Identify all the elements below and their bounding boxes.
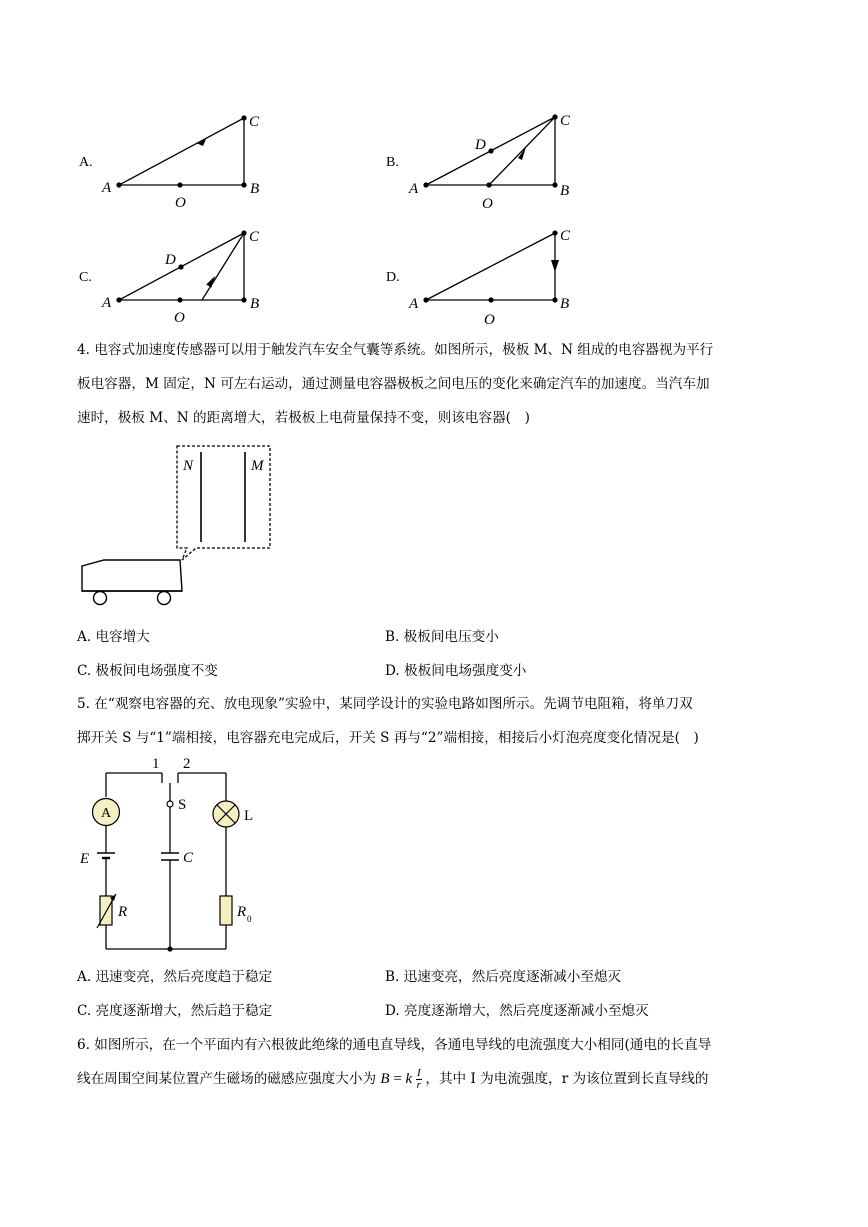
question-4-option-a[interactable]: A. 电容增大 (77, 629, 150, 645)
option-b-label: B. (386, 155, 399, 170)
question-5-option-c[interactable]: C. 亮度逐渐增大，然后趋于稳定 (77, 1003, 273, 1019)
point-a-label: A (409, 181, 419, 197)
point-a-label: A (409, 296, 419, 312)
point-c-label: C (249, 229, 260, 245)
question-6-line-2 (77, 1062, 791, 1096)
car-capacitor-figure (76, 440, 286, 610)
triangle-figure-b (407, 105, 582, 215)
question-5-option-b[interactable]: B. 迅速变亮，然后亮度逐渐减小至熄灭 (385, 969, 622, 985)
question-6-line-2-end: ，其中 I 为电流强度，r 为该位置到长直导线的 (425, 1071, 709, 1087)
question-4-option-c[interactable]: C. 极板间电场强度不变 (77, 663, 218, 679)
point-b-label: B (250, 181, 260, 197)
triangle-figure-a (100, 105, 275, 215)
formula-denominator: r (416, 1079, 421, 1092)
question-5-line-2: 掷开关 S 与“1”端相接，电容器充电完成后，开关 S 再与“2”端相接，相接后小灯泡亮度变化情况是( ) (77, 730, 699, 746)
option-c-label: C. (79, 270, 92, 285)
plate-m-label: M (251, 458, 264, 474)
question-6-line-1: 6. 如图所示，在一个平面内有六根彼此绝缘的通电直导线，各通电导线的电流强度大小相同(通电的长直导 (77, 1037, 712, 1053)
question-4-line-2: 板电容器，M 固定，N 可左右运动，通过测量电容器极板之间电压的变化来确定汽车的加速度。当汽车加 (77, 376, 710, 392)
formula-b: B (380, 1071, 390, 1087)
point-o-label: O (175, 195, 186, 211)
question-5-line-1: 5. 在“观察电容器的充、放电现象”实验中，某同学设计的实验电路如图所示。先调节电阻箱，将单刀双 (77, 696, 693, 712)
option-a-label: A. (79, 155, 93, 170)
question-4-line-1: 4. 电容式加速度传感器可以用于触发汽车安全气囊等系统。如图所示，极板 M、N 组成的电容器视为平行 (77, 342, 714, 358)
point-o-label: O (484, 312, 495, 328)
formula-equals: = (393, 1071, 402, 1087)
point-c-label: C (249, 114, 260, 130)
field-formula (380, 1067, 425, 1092)
resistor-r0-label: R (237, 904, 247, 920)
switch-s-label: S (178, 797, 187, 813)
point-c-label: C (560, 228, 571, 244)
question-6-line-2-start: 线在周围空间某位置产生磁场的磁感应强度大小为 (77, 1071, 377, 1087)
ammeter-a-label: A (101, 806, 112, 821)
question-4-option-d[interactable]: D. 极板间电场强度变小 (385, 663, 527, 679)
point-b-label: B (560, 296, 570, 312)
question-6-stem (77, 1028, 791, 1096)
plate-n-label: N (183, 458, 194, 474)
question-5-option-d[interactable]: D. 亮度逐渐增大，然后亮度逐渐减小至熄灭 (385, 1003, 649, 1019)
formula-fraction (416, 1068, 422, 1091)
terminal-1-label: 1 (152, 756, 160, 772)
point-d-label: D (165, 252, 176, 268)
point-b-label: B (560, 183, 570, 199)
question-5-stem (77, 687, 791, 755)
rheostat-r-label: R (118, 904, 128, 920)
battery-e-label: E (80, 851, 90, 867)
option-d-label: D. (386, 270, 400, 285)
circuit-diagram (75, 753, 275, 958)
lamp-l-label: L (244, 808, 254, 824)
triangle-figure-d (407, 220, 582, 330)
point-a-label: A (102, 295, 112, 311)
point-b-label: B (250, 296, 260, 312)
formula-numerator: I (416, 1067, 421, 1080)
resistor-r0-subscript: 0 (247, 914, 252, 924)
formula-k: k (405, 1071, 413, 1087)
question-4-option-b[interactable]: B. 极板间电压变小 (385, 629, 499, 645)
terminal-2-label: 2 (183, 756, 191, 772)
triangle-figure-c (100, 220, 275, 330)
point-a-label: A (102, 180, 112, 196)
capacitor-c-label: C (183, 850, 194, 866)
question-4-stem (77, 333, 791, 435)
point-o-label: O (174, 310, 185, 326)
question-5-option-a[interactable]: A. 迅速变亮，然后亮度趋于稳定 (77, 969, 273, 985)
point-c-label: C (560, 113, 571, 129)
point-d-label: D (475, 137, 486, 153)
point-o-label: O (482, 196, 493, 212)
question-4-line-3: 速时，极板 M、N 的距离增大，若极板上电荷量保持不变，则该电容器( ) (77, 410, 530, 426)
